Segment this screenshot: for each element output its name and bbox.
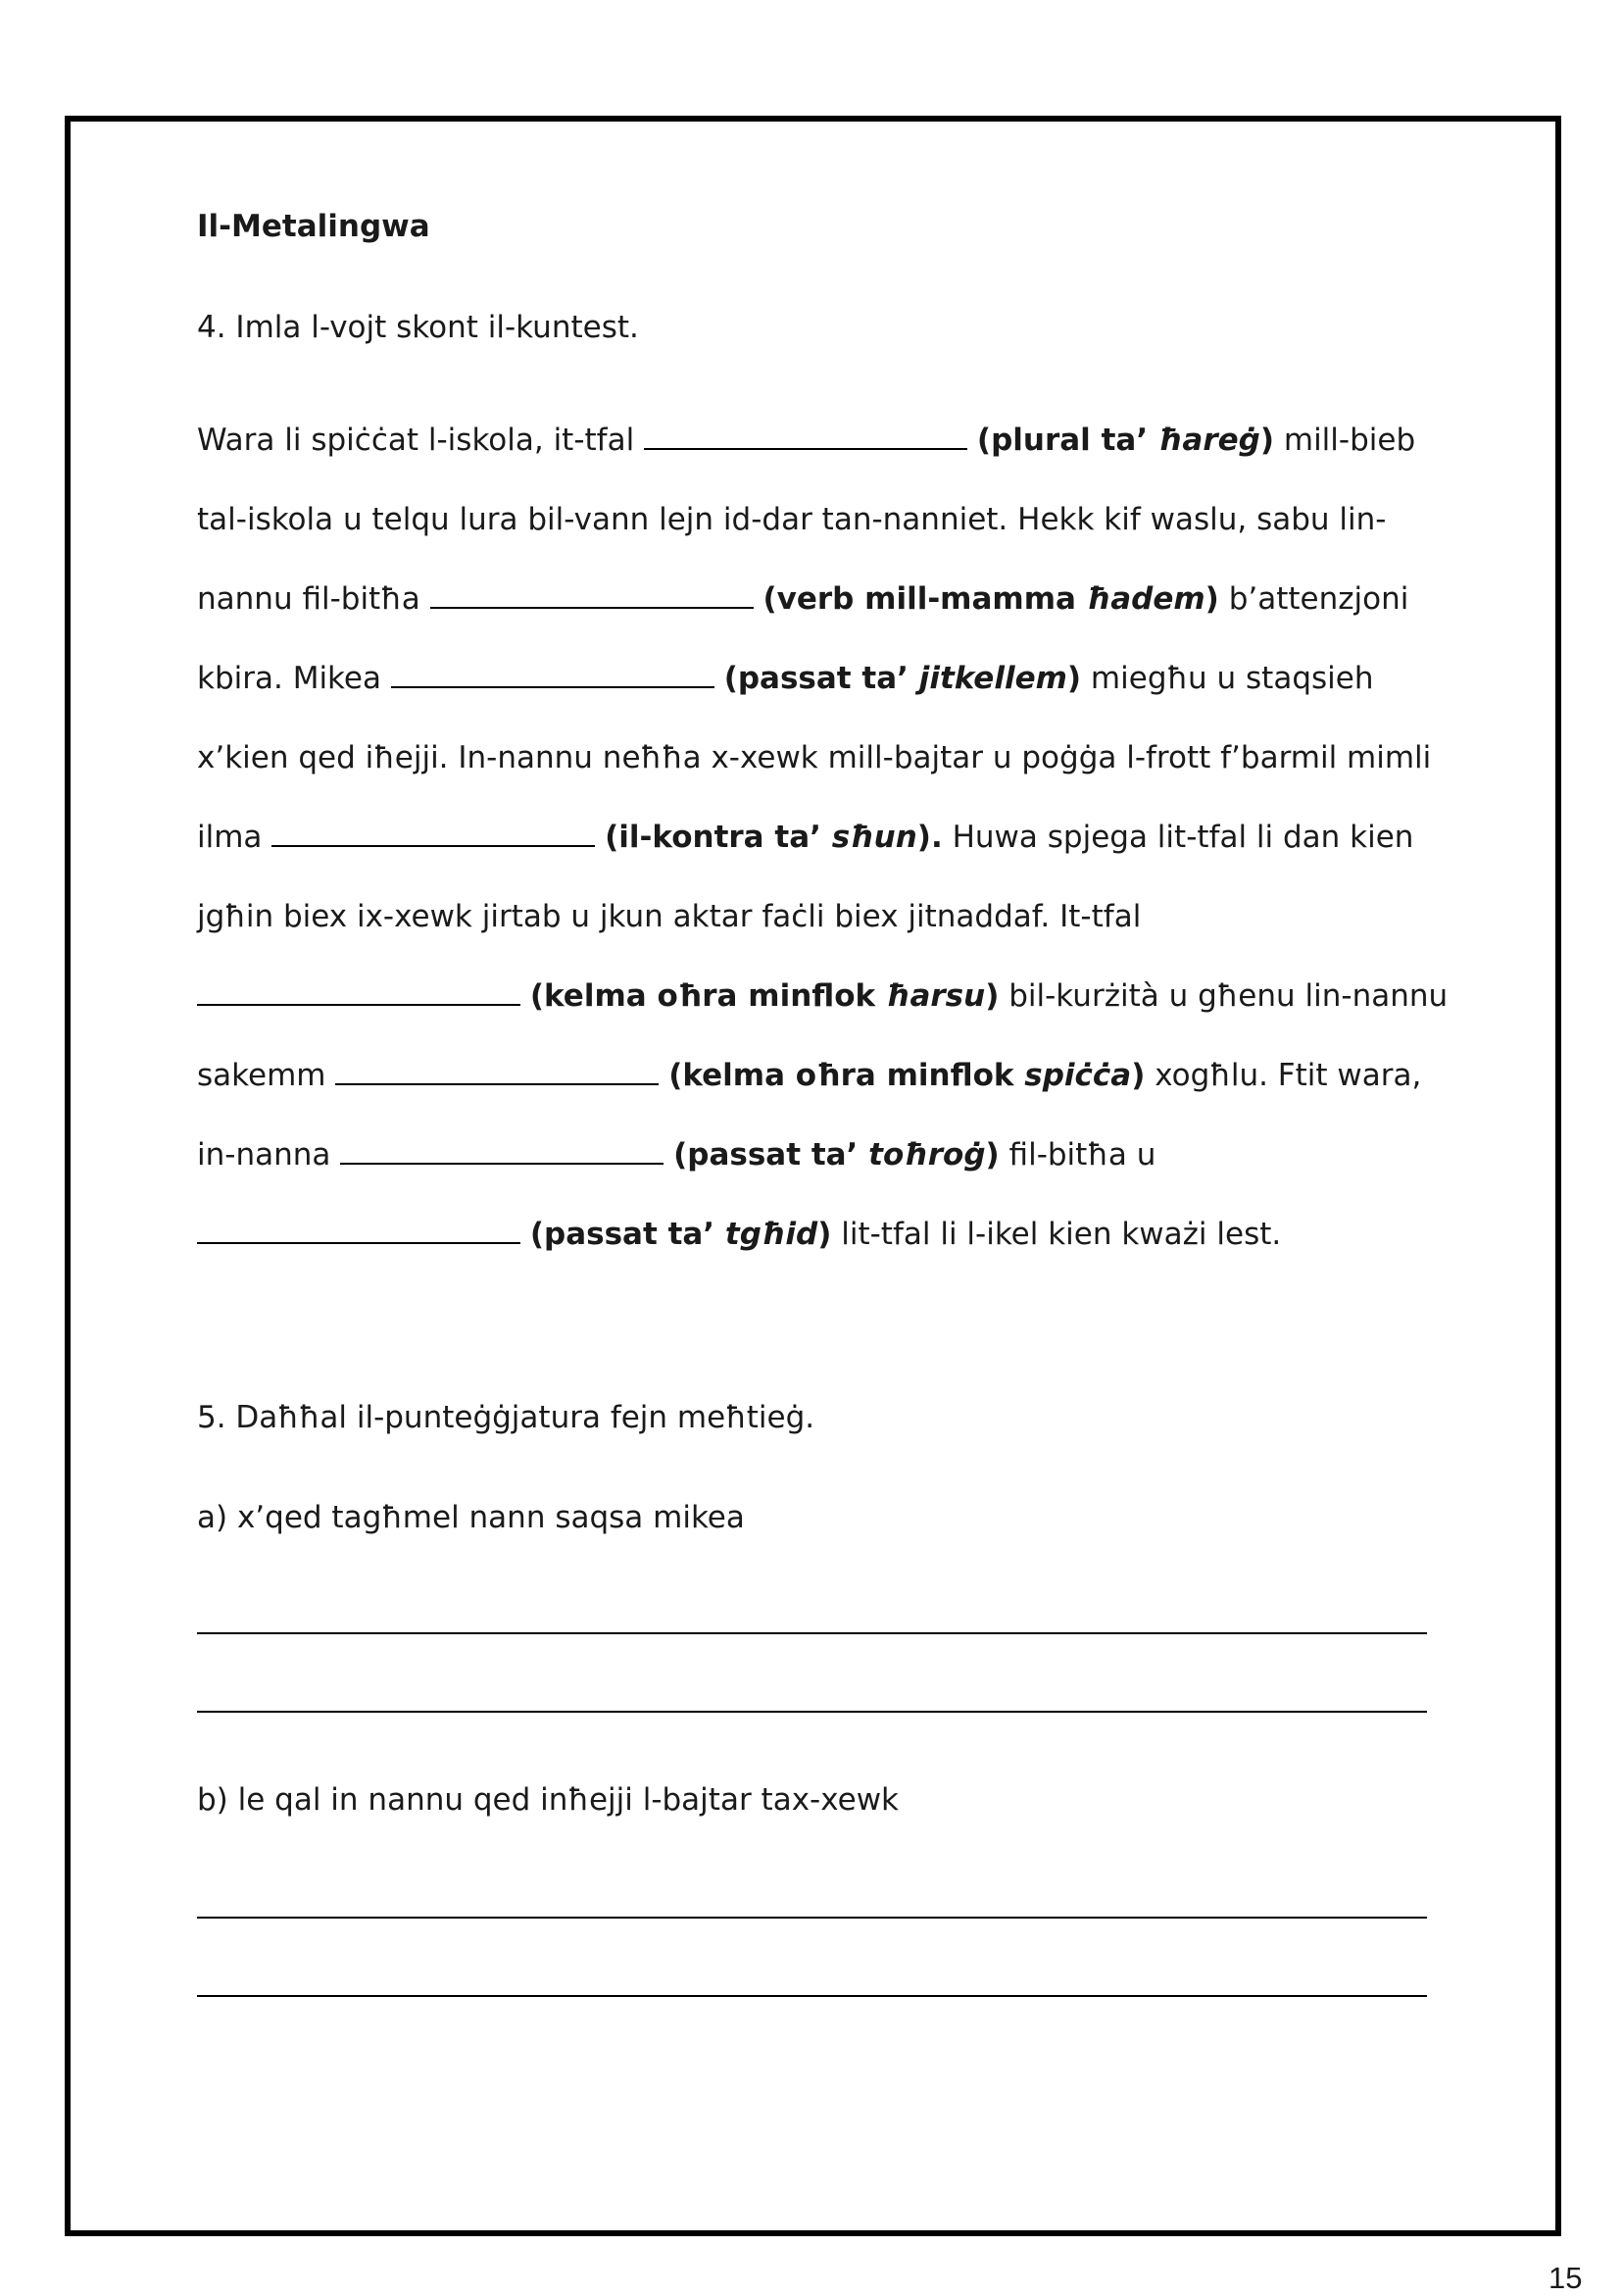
- question-5-prompt: 5. Daħħal il-punteġġjatura fejn meħtieġ.: [197, 1400, 815, 1435]
- item-b-text: b) le qal in nannu qed inħejji l-bajtar tax-xewk: [197, 1782, 899, 1818]
- hint-suffix: ).: [916, 820, 943, 855]
- hint-text: [668, 1058, 1145, 1093]
- hint-word: ħarsu: [885, 978, 986, 1014]
- fill-blank[interactable]: [430, 577, 754, 609]
- line-text: x’kien qed iħejji. In-nannu neħħa x-xewk mill-bajtar u poġġa l-frott f’barmil mimli: [197, 740, 1432, 775]
- line-text: tal-iskola u telqu lura bil-vann lejn id-dar tan-nanniet. Hekk kif waslu, sabu lin-: [197, 502, 1387, 537]
- paragraph-line: [197, 648, 1442, 727]
- item-a-text: a) x’qed tagħmel nann saqsa mikea: [197, 1500, 745, 1535]
- fill-blank[interactable]: [340, 1133, 664, 1165]
- paragraph-line: [197, 569, 1442, 648]
- hint-prefix: (passat ta’: [723, 661, 919, 696]
- paragraph-line: [197, 1045, 1442, 1124]
- line-text-after: Huwa spjega lit-tfal li dan kien: [942, 820, 1414, 855]
- line-text-after: lit-tfal li l-ikel kien kważi lest.: [831, 1217, 1282, 1252]
- hint-word: sħun: [831, 820, 917, 855]
- answer-line-a1[interactable]: [197, 1632, 1427, 1634]
- line-text: in-nanna: [197, 1137, 341, 1173]
- line-text-after: miegħu u staqsieh: [1081, 661, 1374, 696]
- hint-word: tgħid: [724, 1217, 818, 1252]
- paragraph-line: [197, 1124, 1442, 1204]
- hint-suffix: ): [1066, 661, 1082, 696]
- hint-suffix: ): [1204, 581, 1219, 617]
- line-text-after: bil-kurżità u għenu lin-nannu: [999, 978, 1449, 1014]
- paragraph-line: [197, 886, 1442, 966]
- hint-word: toħroġ: [868, 1137, 986, 1173]
- hint-text: [530, 978, 1000, 1014]
- hint-prefix: (plural ta’: [976, 423, 1158, 458]
- section-title: Il-Metalingwa: [197, 209, 430, 244]
- line-text-after: xogħlu. Ftit wara,: [1145, 1058, 1422, 1093]
- fill-blank[interactable]: [644, 419, 967, 450]
- hint-suffix: ): [1131, 1058, 1146, 1093]
- line-text-after: b’attenzjoni: [1218, 581, 1409, 617]
- paragraph-line: [197, 1204, 1442, 1283]
- hint-word: ħareġ: [1157, 423, 1260, 458]
- hint-text: [724, 661, 1081, 696]
- answer-line-b2[interactable]: [197, 1995, 1427, 1997]
- hint-suffix: ): [817, 1217, 832, 1252]
- hint-prefix: (il-kontra ta’: [605, 820, 832, 855]
- hint-text: [762, 581, 1218, 617]
- paragraph-line: [197, 410, 1442, 489]
- question-4-prompt: 4. Imla l-vojt skont il-kuntest.: [197, 310, 639, 345]
- hint-text: [673, 1137, 1000, 1173]
- line-text: sakemm: [197, 1058, 336, 1093]
- fill-blank[interactable]: [197, 974, 520, 1006]
- answer-line-b1[interactable]: [197, 1917, 1427, 1919]
- paragraph-line: [197, 807, 1442, 886]
- paragraph-line: [197, 966, 1449, 1045]
- hint-text: [977, 423, 1274, 458]
- line-text-after: mill-bieb: [1274, 423, 1416, 458]
- hint-prefix: (kelma oħra minflok: [668, 1058, 1025, 1093]
- hint-prefix: (verb mill-mamma: [762, 581, 1087, 617]
- page-number: 15: [1548, 2261, 1583, 2295]
- fill-blank[interactable]: [197, 1213, 520, 1244]
- hint-prefix: (passat ta’: [529, 1217, 725, 1252]
- hint-text: [605, 820, 943, 855]
- line-text: kbira. Mikea: [197, 661, 391, 696]
- line-text: Wara li spiċċat l-iskola, it-tfal: [197, 423, 645, 458]
- hint-word: jitkellem: [918, 661, 1067, 696]
- line-text-after: fil-bitħa u: [999, 1137, 1156, 1173]
- hint-text: [530, 1217, 832, 1252]
- fill-blank[interactable]: [271, 816, 595, 847]
- hint-prefix: (kelma oħra minflok: [529, 978, 886, 1014]
- answer-line-a2[interactable]: [197, 1711, 1427, 1713]
- hint-suffix: ): [985, 1137, 1000, 1173]
- fill-in-paragraph: [197, 410, 1449, 1283]
- fill-blank[interactable]: [335, 1054, 659, 1085]
- line-text: nannu fil-bitħa: [197, 581, 430, 617]
- hint-suffix: ): [1259, 423, 1275, 458]
- line-text: ilma: [197, 820, 272, 855]
- hint-word: ħadem: [1086, 581, 1205, 617]
- hint-prefix: (passat ta’: [673, 1137, 869, 1173]
- hint-word: spiċċa: [1024, 1058, 1132, 1093]
- fill-blank[interactable]: [391, 657, 714, 688]
- hint-suffix: ): [985, 978, 1000, 1014]
- paragraph-line: [197, 727, 1442, 807]
- line-text: jgħin biex ix-xewk jirtab u jkun aktar faċli biex jitnaddaf. It-tfal: [197, 899, 1142, 934]
- paragraph-line: [197, 489, 1442, 569]
